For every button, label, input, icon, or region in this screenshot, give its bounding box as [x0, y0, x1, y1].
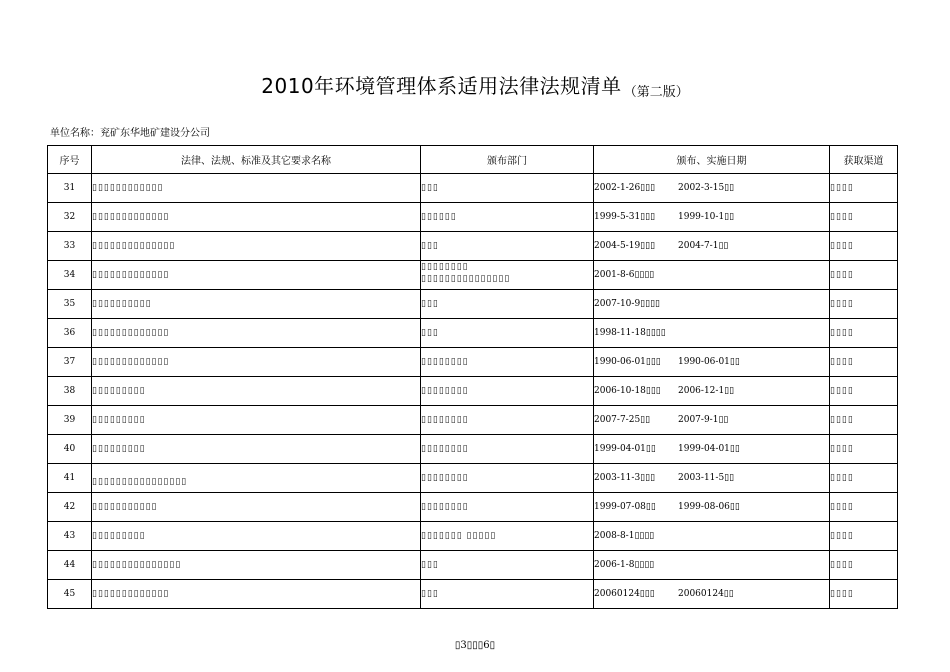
table-row	[48, 580, 898, 609]
issue-date: 2002-1-26▯▯▯	[594, 183, 656, 193]
acquisition-channel: ▯▯▯▯	[830, 232, 898, 261]
regulation-name	[92, 435, 421, 464]
regulation-name	[92, 377, 421, 406]
acquisition-channel: ▯▯▯▯	[830, 464, 898, 493]
effective-date: 1999-04-01▯▯	[678, 444, 740, 454]
regulation-name	[92, 319, 421, 348]
issuing-department	[421, 348, 594, 377]
issue-effective-dates	[594, 580, 830, 609]
acquisition-channel: ▯▯▯▯	[830, 261, 898, 290]
issuing-department-text: ▯▯▯	[421, 183, 439, 193]
issuing-department-text: ▯▯▯	[421, 560, 439, 570]
effective-date: 1999-08-06▯▯	[678, 502, 740, 512]
document-title	[0, 70, 950, 100]
table-row	[48, 261, 898, 290]
issuing-department-text: ▯▯▯▯▯▯▯▯	[421, 502, 469, 512]
issue-date: 1990-06-01▯▯▯	[594, 357, 661, 367]
issue-effective-dates	[594, 203, 830, 232]
regulation-name	[92, 203, 421, 232]
effective-date: 2006-12-1▯▯	[678, 386, 735, 396]
regulation-name-text: ▯▯▯▯▯▯▯▯▯▯▯▯▯▯▯▯	[92, 477, 188, 487]
acquisition-channel: ▯▯▯▯	[830, 174, 898, 203]
regulation-name-text: ▯▯▯▯▯▯▯▯▯	[92, 444, 146, 454]
row-number: 31	[48, 174, 92, 203]
acquisition-channel: ▯▯▯▯	[830, 406, 898, 435]
issuing-department	[421, 406, 594, 435]
issuing-department	[421, 261, 594, 290]
issue-effective-dates	[594, 522, 830, 551]
issuing-department-text: ▯▯▯▯▯▯	[421, 212, 457, 222]
row-number: 36	[48, 319, 92, 348]
regulation-name	[92, 174, 421, 203]
row-number: 40	[48, 435, 92, 464]
row-number: 35	[48, 290, 92, 319]
header-name: 法律、法规、标准及其它要求名称	[92, 146, 421, 174]
row-number: 42	[48, 493, 92, 522]
acquisition-channel: ▯▯▯▯	[830, 290, 898, 319]
regulation-name-text: ▯▯▯▯▯▯▯▯▯▯▯▯▯▯	[92, 241, 176, 251]
row-number: 44	[48, 551, 92, 580]
issue-date: 2001-8-6▯▯▯▯	[594, 270, 655, 280]
regulation-name	[92, 406, 421, 435]
issuing-department-text: ▯▯▯	[421, 241, 439, 251]
header-dept: 颁布部门	[421, 146, 594, 174]
regulation-name-text: ▯▯▯▯▯▯▯▯▯▯▯▯▯	[92, 357, 170, 367]
effective-date: 2002-3-15▯▯	[678, 183, 735, 193]
acquisition-channel: ▯▯▯▯	[830, 203, 898, 232]
acquisition-channel: ▯▯▯▯	[830, 435, 898, 464]
issuing-department-text: ▯▯▯▯▯▯▯▯	[421, 357, 469, 367]
issuing-department-text: ▯▯▯▯▯▯▯▯ ▯▯▯▯▯▯▯▯▯▯▯▯▯▯▯	[421, 262, 511, 284]
issue-date: 1999-07-08▯▯	[594, 502, 656, 512]
table-row	[48, 290, 898, 319]
regulation-name-text: ▯▯▯▯▯▯▯▯▯	[92, 386, 146, 396]
issuing-department	[421, 551, 594, 580]
issue-effective-dates	[594, 464, 830, 493]
issuing-department	[421, 319, 594, 348]
issue-effective-dates	[594, 348, 830, 377]
page-footer: ▯3▯▯▯6▯	[454, 640, 496, 651]
issue-date: 2008-8-1▯▯▯▯	[594, 531, 655, 541]
table-row	[48, 174, 898, 203]
regulation-name-text: ▯▯▯▯▯▯▯▯▯▯▯▯▯	[92, 589, 170, 599]
row-number: 43	[48, 522, 92, 551]
table-row	[48, 464, 898, 493]
issuing-department-text: ▯▯▯▯▯▯▯ ▯▯▯▯▯	[421, 531, 497, 541]
issuing-department-text: ▯▯▯▯▯▯▯▯	[421, 444, 469, 454]
issuing-department	[421, 232, 594, 261]
header-channel: 获取渠道	[830, 146, 898, 174]
acquisition-channel: ▯▯▯▯	[830, 551, 898, 580]
table-header-row	[48, 146, 898, 174]
issuing-department	[421, 522, 594, 551]
issue-effective-dates	[594, 319, 830, 348]
regulation-name-text: ▯▯▯▯▯▯▯▯▯	[92, 531, 146, 541]
issuing-department	[421, 435, 594, 464]
header-dates: 颁布、实施日期	[594, 146, 830, 174]
issue-date: 1998-11-18▯▯▯▯	[594, 328, 666, 338]
row-number: 39	[48, 406, 92, 435]
issuing-department-text: ▯▯▯▯▯▯▯▯	[421, 386, 469, 396]
table-row	[48, 493, 898, 522]
row-number: 32	[48, 203, 92, 232]
issue-date: 2003-11-3▯▯▯	[594, 473, 656, 483]
issuing-department	[421, 493, 594, 522]
regulation-name	[92, 348, 421, 377]
issuing-department	[421, 174, 594, 203]
issuing-department	[421, 464, 594, 493]
row-number: 33	[48, 232, 92, 261]
table-row	[48, 319, 898, 348]
table-row	[48, 551, 898, 580]
row-number: 37	[48, 348, 92, 377]
row-number: 41	[48, 464, 92, 493]
issuing-department	[421, 290, 594, 319]
regulation-name-text: ▯▯▯▯▯▯▯▯▯▯▯▯▯	[92, 270, 170, 280]
regulation-name	[92, 232, 421, 261]
issue-date: 2006-10-18▯▯▯	[594, 386, 661, 396]
issue-effective-dates	[594, 493, 830, 522]
acquisition-channel: ▯▯▯▯	[830, 348, 898, 377]
table-row	[48, 435, 898, 464]
header-seq: 序号	[48, 146, 92, 174]
effective-date: 2007-9-1▯▯	[678, 415, 729, 425]
issue-date: 2004-5-19▯▯▯	[594, 241, 656, 251]
issue-effective-dates	[594, 551, 830, 580]
issuing-department	[421, 580, 594, 609]
issuing-department	[421, 377, 594, 406]
issuing-department-text: ▯▯▯	[421, 299, 439, 309]
issuing-department-text: ▯▯▯	[421, 328, 439, 338]
acquisition-channel: ▯▯▯▯	[830, 580, 898, 609]
issue-effective-dates	[594, 174, 830, 203]
issue-effective-dates	[594, 232, 830, 261]
regulation-name	[92, 580, 421, 609]
regulation-name-text: ▯▯▯▯▯▯▯▯▯▯▯▯	[92, 183, 164, 193]
regulation-name	[92, 261, 421, 290]
table-body	[48, 174, 898, 609]
table-row	[48, 377, 898, 406]
table-row	[48, 203, 898, 232]
issue-effective-dates	[594, 435, 830, 464]
issue-date: 1999-04-01▯▯	[594, 444, 656, 454]
issue-date: 20060124▯▯▯	[594, 589, 655, 599]
issue-date: 1999-5-31▯▯▯	[594, 212, 656, 222]
regulation-name-text: ▯▯▯▯▯▯▯▯▯▯▯▯▯	[92, 212, 170, 222]
effective-date: 1990-06-01▯▯	[678, 357, 740, 367]
issue-effective-dates	[594, 406, 830, 435]
row-number: 38	[48, 377, 92, 406]
issue-date: 2006-1-8▯▯▯▯	[594, 560, 655, 570]
issue-date: 2007-10-9▯▯▯▯	[594, 299, 660, 309]
acquisition-channel: ▯▯▯▯	[830, 493, 898, 522]
row-number: 34	[48, 261, 92, 290]
issue-effective-dates	[594, 261, 830, 290]
table-row	[48, 232, 898, 261]
acquisition-channel: ▯▯▯▯	[830, 377, 898, 406]
table-row	[48, 406, 898, 435]
issue-effective-dates	[594, 377, 830, 406]
regulation-name	[92, 290, 421, 319]
row-number: 45	[48, 580, 92, 609]
table-row	[48, 522, 898, 551]
issuing-department-text: ▯▯▯▯▯▯▯▯	[421, 415, 469, 425]
regulation-name	[92, 522, 421, 551]
issuing-department-text: ▯▯▯▯▯▯▯▯	[421, 473, 469, 483]
effective-date: 2003-11-5▯▯	[678, 473, 735, 483]
regulation-name	[92, 464, 421, 493]
table-row	[48, 348, 898, 377]
regulation-name-text: ▯▯▯▯▯▯▯▯▯▯▯▯▯▯▯	[92, 560, 182, 570]
effective-date: 20060124▯▯	[678, 589, 734, 599]
regulation-name	[92, 493, 421, 522]
effective-date: 2004-7-1▯▯	[678, 241, 729, 251]
issuing-department-text: ▯▯▯	[421, 589, 439, 599]
issue-effective-dates	[594, 290, 830, 319]
regulation-name-text: ▯▯▯▯▯▯▯▯▯	[92, 415, 146, 425]
regulation-name-text: ▯▯▯▯▯▯▯▯▯▯▯▯▯	[92, 328, 170, 338]
organization-line: 单位名称：兖矿东华地矿建设分公司	[50, 128, 210, 139]
regulation-name	[92, 551, 421, 580]
acquisition-channel: ▯▯▯▯	[830, 319, 898, 348]
regulation-name-text: ▯▯▯▯▯▯▯▯▯▯▯	[92, 502, 158, 512]
acquisition-channel: ▯▯▯▯	[830, 522, 898, 551]
title-main: 2010年环境管理体系适用法律法规清单	[261, 74, 622, 98]
title-edition: （第二版）	[623, 85, 689, 100]
issuing-department	[421, 203, 594, 232]
regulation-name-text: ▯▯▯▯▯▯▯▯▯▯	[92, 299, 152, 309]
effective-date: 1999-10-1▯▯	[678, 212, 735, 222]
regulations-table	[47, 145, 898, 609]
issue-date: 2007-7-25▯▯	[594, 415, 651, 425]
